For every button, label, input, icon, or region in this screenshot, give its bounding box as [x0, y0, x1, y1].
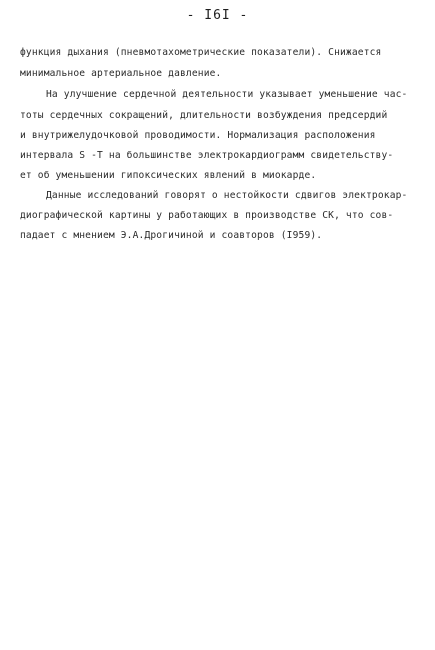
text-line: минимальное артериальное давление. — [20, 68, 222, 79]
text-line: диографической картины у работающих в производстве СК, что сов- — [20, 210, 394, 221]
text-line: и внутрижелудочковой проводимости. Нормализация расположения — [20, 130, 376, 141]
text-line: падает с мнением Э.А.Дрогичиной и соавторов (I959). — [20, 230, 323, 241]
text-line: тоты сердечных сокращений, длительности возбуждения предсердий — [20, 110, 388, 121]
page-number: - I6I - — [186, 8, 249, 23]
text-line: Данные исследований говорят о нестойкости сдвигов электрокар- — [46, 190, 408, 201]
text-line: интервала S -T на большинстве электрокардиограмм свидетельству- — [20, 150, 394, 161]
text-line: функция дыхания (пневмотахометрические показатели). Снижается — [20, 47, 382, 58]
text-line: ет об уменьшении гипоксических явлений в миокарде. — [20, 170, 317, 181]
text-line: На улучшение сердечной деятельности указывает уменьшение час- — [46, 89, 408, 100]
